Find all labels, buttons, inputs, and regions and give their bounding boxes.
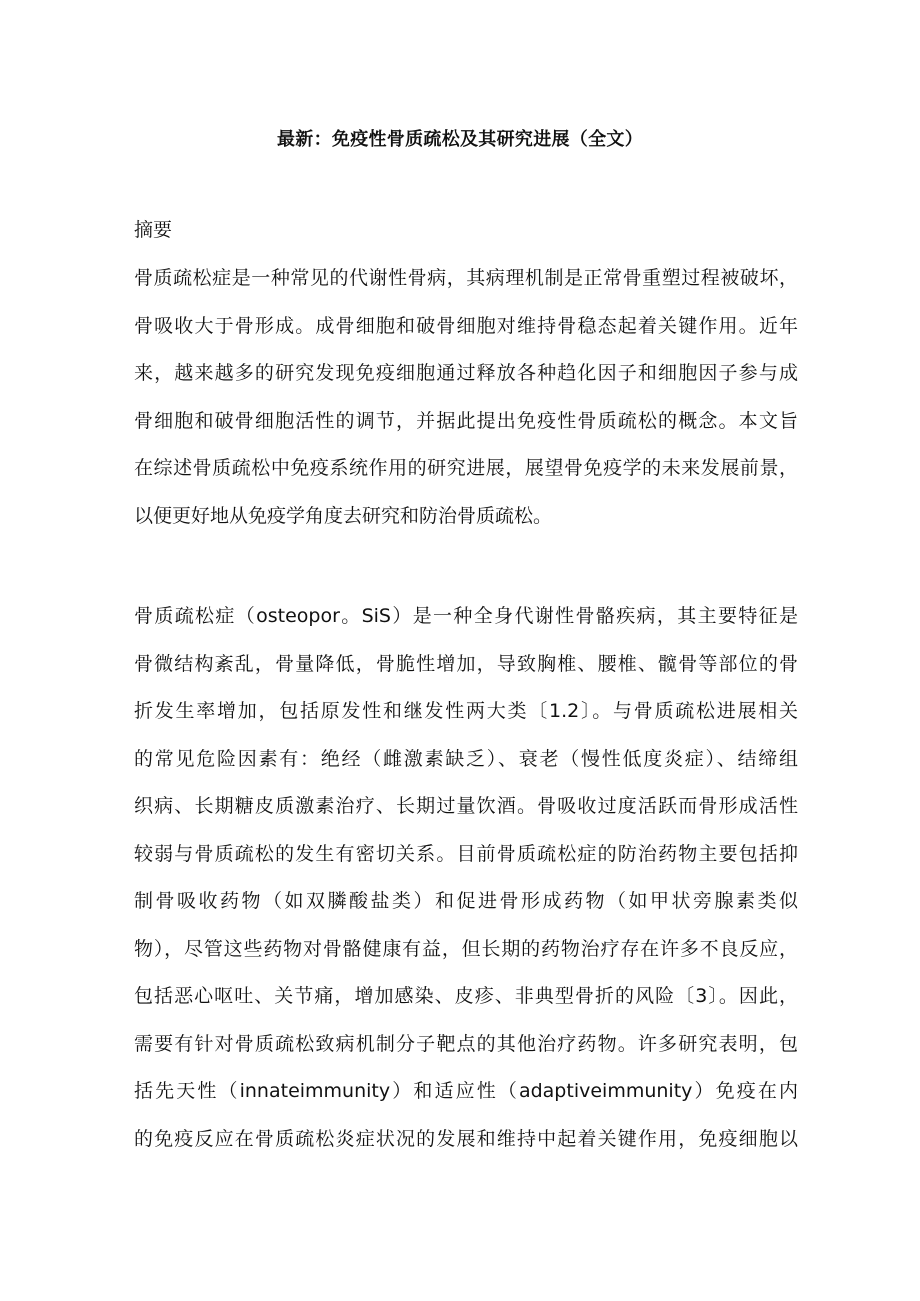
body-line: 括先天性（innateimmunity）和适应性（adaptiveimmunity）免疫在内 — [134, 1080, 798, 1102]
body-line: 折发生率增加，包括原发性和继发性两大类〔1.2〕。与骨质疏松进展相关 — [134, 700, 798, 722]
body-line: 物），尽管这些药物对骨骼健康有益，但长期的药物治疗存在许多不良反应， — [134, 937, 798, 960]
abstract-line: 在综述骨质疏松中免疫系统作用的研究进展，展望骨免疫学的未来发展前景， — [134, 457, 798, 479]
abstract-line: 来，越来越多的研究发现免疫细胞通过释放各种趋化因子和细胞因子参与成 — [134, 362, 798, 384]
body-line: 的常见危险因素有：绝经（雌激素缺乏）、衰老（慢性低度炎症）、结缔组 — [134, 747, 798, 770]
body-line: 骨微结构紊乱，骨量降低，骨脆性增加，导致胸椎、腰椎、髋骨等部位的骨 — [134, 652, 798, 675]
body-line: 的免疫反应在骨质疏松炎症状况的发展和维持中起着关键作用，免疫细胞以 — [134, 1127, 798, 1150]
abstract-line: 骨细胞和破骨细胞活性的调节，并据此提出免疫性骨质疏松的概念。本文旨 — [134, 409, 798, 432]
body-paragraph — [134, 600, 798, 1170]
body-line: 制骨吸收药物（如双膦酸盐类）和促进骨形成药物（如甲状旁腺素类似 — [134, 890, 798, 912]
body-line: 织病、长期糖皮质激素治疗、长期过量饮酒。骨吸收过度活跃而骨形成活性 — [134, 795, 798, 817]
abstract-heading: 摘要 — [134, 219, 173, 241]
abstract-paragraph — [134, 262, 798, 547]
document-title: 最新：免疫性骨质疏松及其研究进展（全文） — [277, 129, 643, 150]
body-line: 骨质疏松症（osteopor。SiS）是一种全身代谢性骨骼疾病，其主要特征是 — [134, 605, 798, 627]
body-line: 较弱与骨质疏松的发生有密切关系。目前骨质疏松症的防治药物主要包括抑 — [134, 842, 798, 865]
abstract-line: 骨吸收大于骨形成。成骨细胞和破骨细胞对维持骨稳态起着关键作用。近年 — [134, 314, 798, 337]
abstract-line: 以便更好地从免疫学角度去研究和防治骨质疏松。 — [134, 504, 553, 527]
body-line: 需要有针对骨质疏松致病机制分子靶点的其他治疗药物。许多研究表明，包 — [134, 1032, 798, 1055]
abstract-line: 骨质疏松症是一种常见的代谢性骨病，其病理机制是正常骨重塑过程被破坏， — [134, 267, 798, 289]
body-line: 包括恶心呕吐、关节痛，增加感染、皮疹、非典型骨折的风险〔3〕。因此， — [134, 985, 798, 1007]
